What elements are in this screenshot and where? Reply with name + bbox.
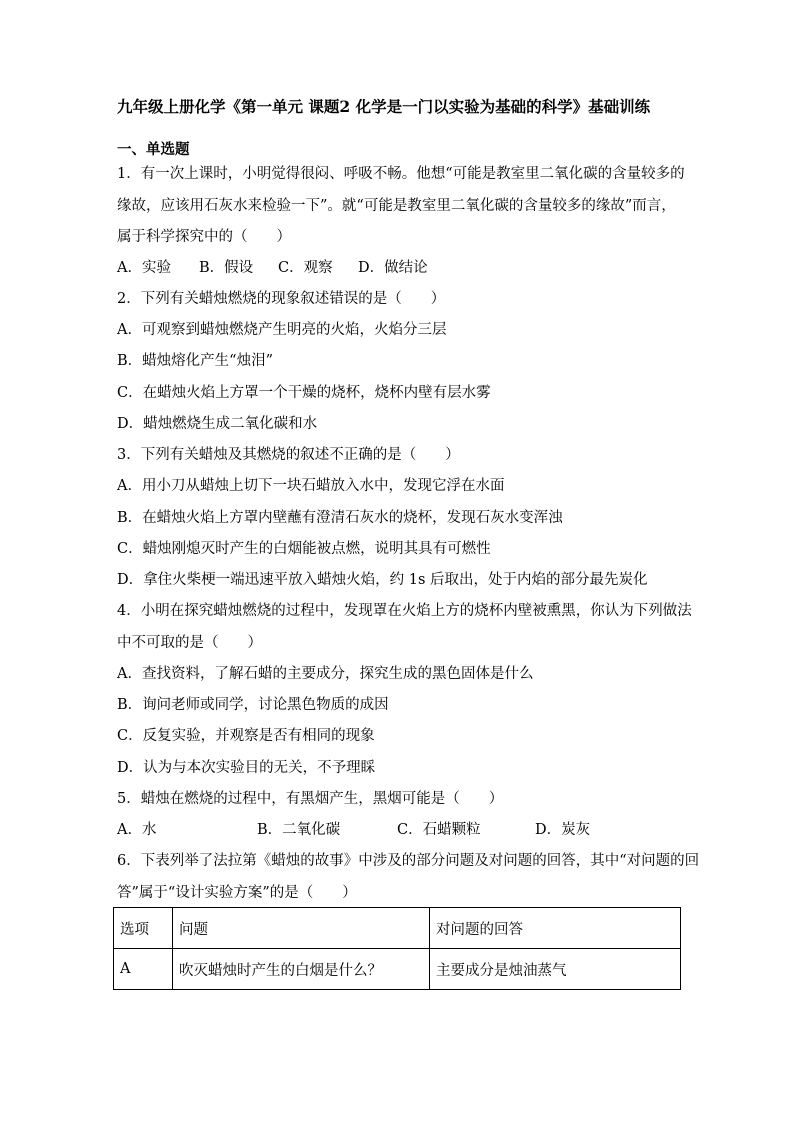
table-header-cell: 对问题的回答 xyxy=(430,908,681,949)
section-heading: 一、单选题 xyxy=(117,141,190,158)
q6-stem-line-2: 答”属于“设计实验方案”的是（ ） xyxy=(117,885,357,901)
table-header-cell: 选项 xyxy=(114,908,173,949)
q1-option-a: A．实验 xyxy=(117,260,171,276)
q1-option-c: C．观察 xyxy=(278,260,333,276)
q6-table xyxy=(113,907,681,990)
q6-stem-line-1: 6．下表列举了法拉第《蜡烛的故事》中涉及的部分问题及对问题的回答，其中“对问题的回 xyxy=(117,853,700,869)
q5-option-b: B．二氧化碳 xyxy=(257,822,341,838)
q3-option-d: D．拿住火柴梗一端迅速平放入蜡烛火焰，约 1s 后取出，处于内焰的部分最先炭化 xyxy=(117,572,648,588)
q1-stem-line-1: 1．有一次上课时，小明觉得很闷、呼吸不畅。他想“可能是教室里二氧化碳的含量较多的 xyxy=(117,166,685,182)
q2-stem: 2．下列有关蜡烛燃烧的现象叙述错误的是（ ） xyxy=(117,291,446,307)
q3-stem: 3．下列有关蜡烛及其燃烧的叙述不正确的是（ ） xyxy=(117,447,460,463)
q1-stem-line-2: 缘故，应该用石灰水来检验一下”。就“可能是教室里二氧化碳的含量较多的缘故”而言， xyxy=(117,198,676,214)
q1-options xyxy=(117,258,428,278)
q4-option-d: D．认为与本次实验目的无关，不予理睬 xyxy=(117,760,376,776)
table-header-cell: 问题 xyxy=(173,908,430,949)
q1-stem-line-3: 属于科学探究中的（ ） xyxy=(117,229,291,245)
q4-option-b: B．询问老师或同学，讨论黑色物质的成因 xyxy=(117,697,389,713)
q5-stem: 5．蜡烛在燃烧的过程中，有黑烟产生，黑烟可能是（ ） xyxy=(117,791,504,807)
q4-option-a: A．查找资料，了解石蜡的主要成分，探究生成的黑色固体是什么 xyxy=(117,666,534,682)
q3-option-c: C．蜡烛刚熄灭时产生的白烟能被点燃，说明其具有可燃性 xyxy=(117,541,491,557)
table-cell: A xyxy=(114,949,173,990)
q2-option-c: C．在蜡烛火焰上方罩一个干燥的烧杯，烧杯内壁有层水雾 xyxy=(117,385,491,401)
q4-stem-line-1: 4．小明在探究蜡烛燃烧的过程中，发现罩在火焰上方的烧杯内壁被熏黑，你认为下列做法 xyxy=(117,603,692,619)
q2-option-b: B．蜡烛熔化产生“烛泪” xyxy=(117,353,273,369)
table-cell: 主要成分是烛油蒸气 xyxy=(430,949,681,990)
q3-option-b: B．在蜡烛火焰上方罩内壁蘸有澄清石灰水的烧杯，发现石灰水变浑浊 xyxy=(117,510,563,526)
q3-option-a: A．用小刀从蜡烛上切下一块石蜡放入水中，发现它浮在水面 xyxy=(117,478,505,494)
q2-option-d: D．蜡烛燃烧生成二氧化碳和水 xyxy=(117,416,318,432)
q1-option-d: D．做结论 xyxy=(358,260,428,276)
q5-option-c: C．石蜡颗粒 xyxy=(397,822,481,838)
q5-option-d: D．炭灰 xyxy=(535,822,591,838)
q1-option-b: B．假设 xyxy=(199,260,254,276)
table-header-row xyxy=(114,908,681,949)
q4-option-c: C．反复实验，并观察是否有相同的现象 xyxy=(117,728,375,744)
table-cell: 吹灭蜡烛时产生的白烟是什么？ xyxy=(173,949,430,990)
q5-options xyxy=(117,820,590,840)
document-title: 九年级上册化学《第一单元 课题2 化学是一门以实验为基础的科学》基础训练 xyxy=(117,97,651,116)
table-row xyxy=(114,949,681,990)
q5-option-a: A．水 xyxy=(117,822,157,838)
q2-option-a: A．可观察到蜡烛燃烧产生明亮的火焰，火焰分三层 xyxy=(117,322,447,338)
q4-stem-line-2: 中不可取的是（ ） xyxy=(117,635,262,651)
